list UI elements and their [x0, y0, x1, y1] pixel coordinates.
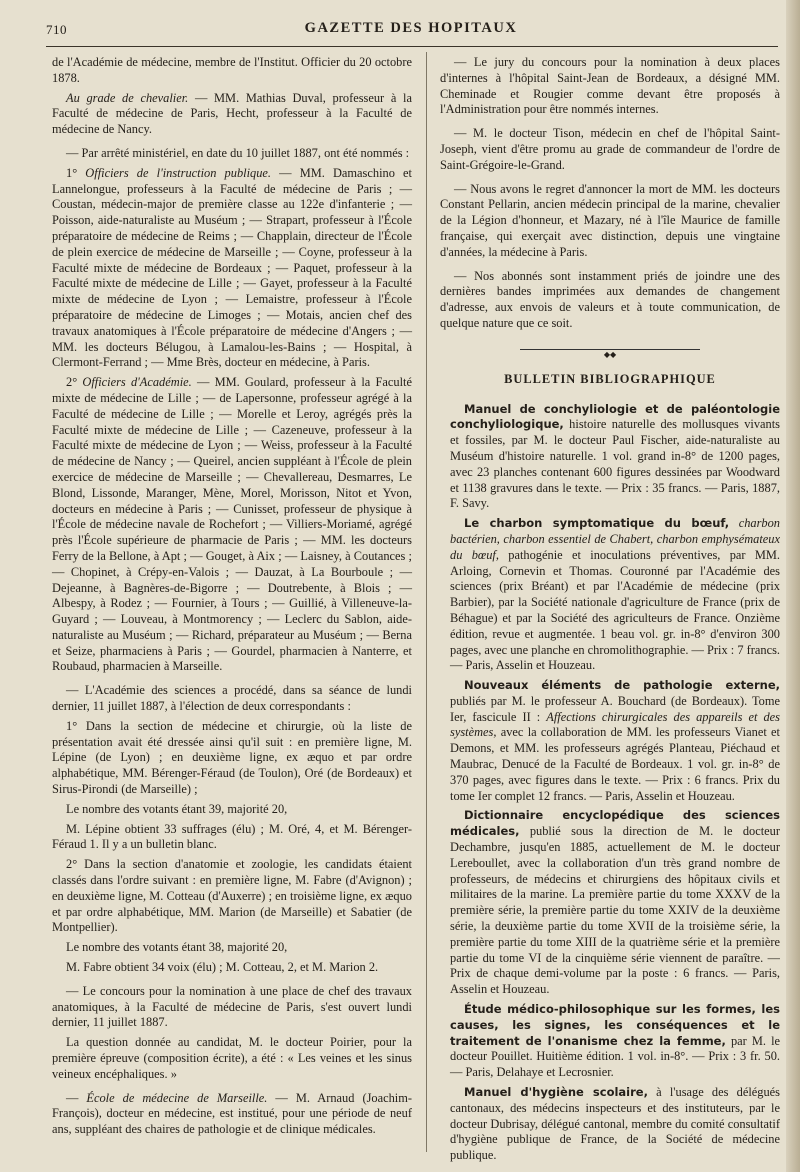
paragraph	[52, 375, 412, 675]
entry-subtitle: charbon bactérien, charbon essentiel de Chabert, charbon emphysémateux du bœuf,	[450, 516, 780, 562]
paragraph: — Le concours pour la nomination à une place de chef des travaux anatomiques, à la Faculté de médecine de Paris, s'est ouvert lundi dernier, 11 juillet 1887.	[52, 983, 412, 1030]
paragraph: — École de médecine de Marseille. — M. Arnaud (Joachim-François), docteur en médecine, est institué, pour une période de neuf ans, suppléant des chaires de pathologie et de clinique médicales.	[52, 1090, 412, 1137]
paragraph: Le nombre des votants étant 39, majorité 20,	[66, 801, 288, 816]
bibliography-entry	[440, 808, 780, 998]
entry-text: publié sous la direction de M. le docteur Dechambre, jusqu'en 1885, actuellement de M. le docteur Lereboullet, avec la collaboration d'un très grand nombre de professeurs, de médecins et chirurgiens des hôpitaux civils et militaires de la marine. La première partie du tome XXXV de la première série, la première partie du tome XXIV de la deuxième série, la deuxième partie du tome XVII de la troisième série, la première partie du tome XIII de la quatrième série et la première partie du tome VI de la cinquième série viennent de paraître. — Prix de chaque demi-volume par la poste : 6 francs. — Paris, Asselin et Houzeau.	[450, 824, 780, 997]
paragraph: 1° Dans la section de médecine et chirurgie, où la liste de présentation avait été dressée ainsi qu'il suit : en première ligne, M. Lépine (de Lyon) ; en deuxième ligne, ex æquo et par ordre alphabétique, MM. Bérenger-Féraud (de Toulon), Oré (de Bordeaux) et Sirus-Pirondi (de Marseille) ;	[52, 718, 412, 797]
paragraph: — L'Académie des sciences a procédé, dans sa séance de lundi dernier, 11 juillet 1887, à l'élection de deux correspondants :	[52, 683, 412, 714]
entry-title: Étude médico-philosophique sur les formes, les causes, les signes, les conséquences et le traitement de l'onanisme chez la femme,	[450, 1002, 780, 1048]
ordinal: 2°	[66, 375, 83, 390]
bibliography-entry	[440, 1002, 780, 1081]
entry-text: à l'usage des délégués cantonaux, des médecins inspecteurs et des instituteurs, par le docteur Dubrisay, délégué cantonal, membre du comité consultatif d'hygiène publique de France, de la Société de médecine publique.	[450, 1085, 780, 1163]
left-column	[52, 55, 412, 1142]
ordinal: 1°	[66, 165, 86, 180]
entry-text: pathogénie et inoculations préventives, par MM. Arloing, Cornevin et Thomas. Couronné par l'Académie des sciences (prix Bréant) et par l'Académie de médecine (prix Barbier), par la Société nationale d'agriculture de France (prix de Béhague) et par la Société des agriculteurs de France. Onzième édition, revue et augmentée. 1 beau vol. gr. in-8° d'environ 300 pages, avec une planche en chromolithographie. — Prix : 7 francs. — Paris, Asselin et Houzeau.	[450, 547, 780, 673]
section-divider	[520, 346, 700, 359]
page-edge	[786, 0, 800, 1172]
paragraph: M. Fabre obtient 34 voix (élu) ; M. Cotteau, 2, et M. Marion 2.	[66, 960, 379, 975]
entry-subtitle: Affections chirurgicales des appareils et des systèmes,	[450, 709, 780, 740]
page-number: 710	[46, 22, 67, 37]
header-rule	[46, 46, 778, 47]
paragraph: M. Lépine obtient 33 suffrages (élu) ; M. Oré, 4, et M. Bérenger-Féraud 1. Il y a un bulletin blanc.	[52, 821, 412, 852]
paragraph-text: — MM. Mathias Duval, professeur à la Faculté de médecine de Paris, Hecht, professeur à la Faculté de médecine de Nancy.	[52, 90, 412, 137]
paragraph: — Nos abonnés sont instamment priés de joindre une des dernières bandes imprimées aux demandes de changement d'adresse, aux envois de valeurs et à toute communication, de quelque nature que ce soit.	[440, 268, 780, 330]
paragraph-heading: Officiers d'Académie.	[82, 375, 192, 390]
entry-text: publiés par M. le professeur A. Bouchard (de Bordeaux). Tome Ier, fascicule II :	[450, 693, 780, 724]
paragraph: — Par arrêté ministériel, en date du 10 juillet 1887, ont été nommés :	[66, 145, 410, 160]
paragraph-heading: École de médecine de Marseille.	[86, 1090, 268, 1105]
journal-title: GAZETTE DES HOPITAUX	[304, 20, 518, 36]
paragraph: — Le jury du concours pour la nomination à deux places d'internes à l'hôpital Saint-Jean de Bordeaux, a désigné MM. Cheminade et Rougier comme devant être proposés à l'Administration pour être nommés internes.	[440, 55, 780, 117]
paragraph	[52, 91, 412, 138]
paragraph: — M. le docteur Tison, médecin en chef de l'hôpital Saint-Joseph, vient d'être promu au grade de commandeur de l'ordre de Saint-Grégoire-le-Grand.	[440, 126, 780, 172]
entry-title: Dictionnaire encyclopédique des sciences médicales,	[450, 808, 780, 839]
bibliography-entry	[440, 1085, 780, 1164]
right-column	[440, 55, 780, 1168]
column-separator	[426, 52, 427, 1152]
paragraph: — Nous avons le regret d'annoncer la mort de MM. les docteurs Constant Pellarin, ancien médecin principal de la marine, chevalier de la Légion d'honneur, et Mazary, né à l'île Maurice de famille française, qui exerçait avec distinction, depuis une vingtaine d'années, la médecine à Paris.	[440, 181, 780, 259]
entry-text: avec la collaboration de MM. les professeurs Vianet et Demons, et MM. les professeurs agrégés Planteau, Piéchaud et Maubrac, Denucé de la Faculté de Bordeaux. 1 vol. gr. in-8° de 370 pages, avec figures dans le texte. — Prix : 6 francs. Prix du tome Ier complet 12 francs. — Paris, Asselin et Houzeau.	[450, 725, 780, 803]
paragraph-text: — MM. Goulard, professeur à la Faculté mixte de médecine de Lille ; — de Lapersonne, professeur agrégé à la Faculté de médecine de Lille ; — Morelle et Leroy, agrégés près la Faculté mixte de médecine de Lille ; — Cazeneuve, professeur à la Faculté mixte de médecine de Lyon ; — Weiss, professeur à la Faculté de médecine de Nancy ; — Queirel, ancien suppléant à l'École de plein exercice de médecine de Marseille ; — Chevallereau, Desmarres, Le Blond, Lissonde, Maranger, Mène, Morel, Morisson, Nitot et Yvon, docteurs en médecine à Paris ; — Cunisset, professeur de physique à l'École de médecine navale de Rochefort ; — Villiers-Moriamé, agrégé près l'École supérieure de pharmacie de Paris ; — MM. les docteurs Ferry de la Bellone, à Apt ; — Gouget, à Aix ; — Laisney, à Coutances ; — Chopinet, à Crépy-en-Valois ; — Dauzat, à La Bourboule ; — Dejeanne, à Bagnères-de-Bigorre ; — Doutrebente, à Blois ; — Albespy, à Rodez ; — Fournier, à Tours ; — Guillié, à Villeneuve-la-Guyard ; — Louveau, à Montmorency ; — Leclerc du Sablon, aide-naturaliste au Muséum ; — Richard, préparateur au Muséum ; — Berna et Seize, pharmaciens à Paris ; — Gourdel, pharmacien à Nanterre, et Roubaud, pharmacien à Marseille.	[52, 375, 412, 674]
paragraph-text: — MM. Damaschino et Lannelongue, professeurs à la Faculté de médecine de Paris ; — Coustan, médecin-major de première classe au 122e d'infanterie ; — Poisson, aide-naturaliste au Muséum ; — Strapart, professeur à l'École préparatoire de médecine de Reims ; — Chapplain, directeur de l'École de plein exercice de médecine de Marseille ; — Coyne, professeur à la Faculté mixte de médecine de Bordeaux ; — Paquet, professeur à la Faculté mixte de médecine de Lille ; — Gayet, professeur à la Faculté mixte de médecine de Lyon ; — Lemaistre, professeur à l'École préparatoire de médecine de Limoges ; — Motais, ancien chef des travaux anatomiques à l'École préparatoire de médecine d'Angers ; — MM. les docteurs Bélugou, à Lamalou-les-Bains ; — Hospital, à Clermont-Ferrand ; — Mme Brès, docteur en médecine, à Paris.	[52, 165, 412, 370]
entry-title: Le charbon symptomatique du bœuf,	[464, 516, 730, 531]
page-header	[46, 14, 776, 44]
paragraph	[52, 166, 412, 371]
bibliography-entry	[440, 516, 780, 674]
paragraph-text: — M. Arnaud (Joachim-François), docteur en médecine, est institué, pour une période de neuf ans, suppléant des chaires de pathologie et de clinique médicales.	[52, 1090, 412, 1137]
entry-text: histoire naturelle des mollusques vivants et fossiles, par M. le docteur Paul Fischer, aide-naturaliste au Muséum d'histoire naturelle. 1 vol. grand in-8° de 1200 pages, avec 23 planches contenant 600 figures dessinées par Woodward et 1138 gravures dans le texte. — Prix : 35 francs. — Paris, 1887, F. Savy.	[450, 417, 780, 511]
paragraph-heading: Officiers de l'instruction publique.	[85, 165, 272, 180]
paragraph: 2° Dans la section d'anatomie et zoologie, les candidats étaient classés dans l'ordre suivant : en première ligne, M. Fabre (d'Avignon) ; en deuxième ligne, M. Cotteau (d'Auxerre) ; en troisième ligne, ex æquo et par ordre alphabétique, MM. Marion (de Marseille) et Sabatier (de Montpellier).	[52, 857, 412, 935]
paragraph: de l'Académie de médecine, membre de l'Institut. Officier du 20 octobre 1878.	[52, 55, 412, 85]
entry-title: Manuel d'hygiène scolaire,	[464, 1085, 648, 1100]
bibliography-entry	[440, 678, 780, 804]
entry-text: par M. le docteur Pouillet. Huitième édition. 1 vol. in-8°. — Prix : 3 fr. 50. — Paris, Delahaye et Lecrosnier.	[450, 1033, 780, 1080]
entry-title: Nouveaux éléments de pathologie externe,	[464, 678, 780, 693]
bibliography-entry	[440, 402, 780, 513]
paragraph: La question donnée au candidat, M. le docteur Poirier, pour la première épreuve (composition écrite), a été : « Les veines et les sinus veineux encéphaliques. »	[52, 1035, 412, 1081]
section-title: BULLETIN BIBLIOGRAPHIQUE	[504, 371, 716, 386]
paragraph-heading: Au grade de chevalier.	[66, 90, 189, 105]
paragraph: Le nombre des votants étant 38, majorité 20,	[66, 940, 288, 955]
divider-ornament-icon: ◆◆	[601, 350, 619, 359]
entry-title: Manuel de conchyliologie et de paléontologie conchyliologique,	[450, 401, 780, 432]
